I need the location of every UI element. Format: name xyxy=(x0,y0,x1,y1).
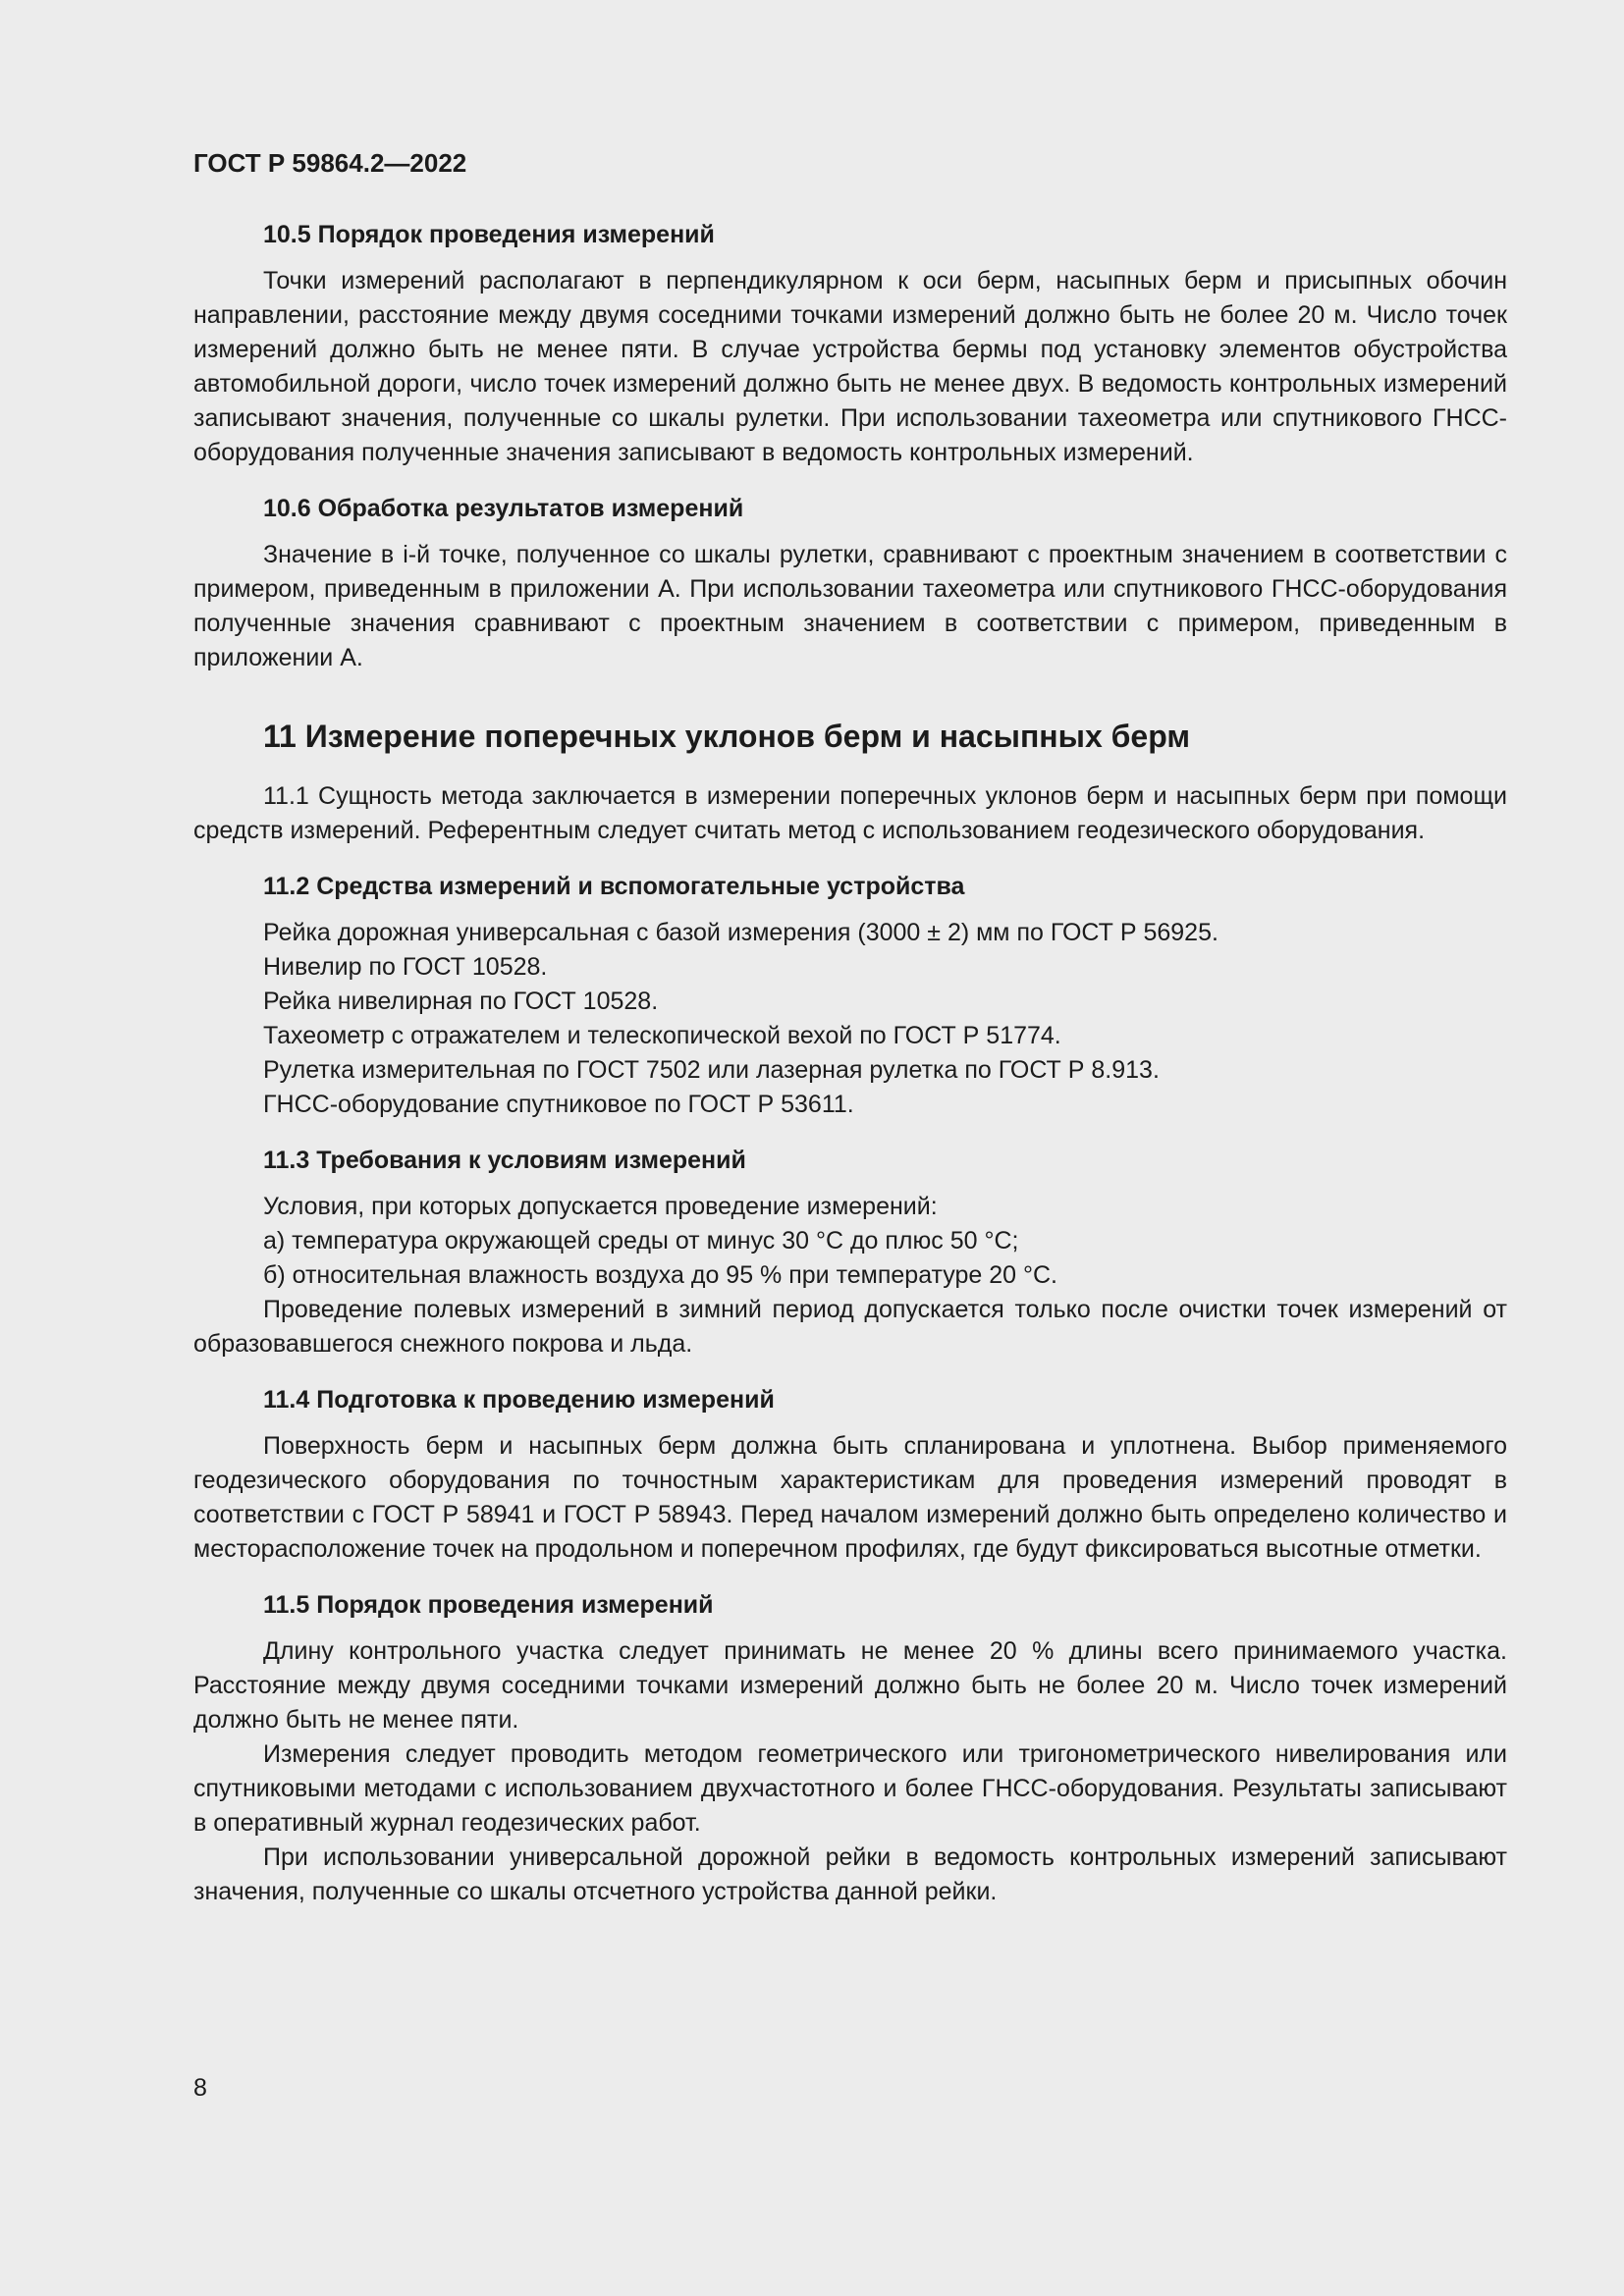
section-11-title: 11 Измерение поперечных уклонов берм и насыпных берм xyxy=(263,719,1190,754)
section-11-5-body xyxy=(193,1634,1507,1909)
paragraph: Проведение полевых измерений в зимний период допускается только после очистки точек измерений от образовавшегося снежного покрова и льда. xyxy=(193,1296,1507,1358)
document-code-header: ГОСТ Р 59864.2—2022 xyxy=(193,148,467,178)
section-11-2-list xyxy=(193,916,1507,1122)
heading-11-3: 11.3 Требования к условиям измерений xyxy=(263,1147,746,1174)
heading-11-5: 11.5 Порядок проведения измерений xyxy=(263,1591,714,1619)
paragraph: Поверхность берм и насыпных берм должна быть спланирована и уплотнена. Выбор применяемого геодезического оборудования по точностным характеристикам для проведения измерений проводят в соответствии с ГОСТ Р 58941 и ГОСТ Р 58943. Перед началом измерений должно быть определено количество и месторасположение точек на продольном и поперечном профилях, где будут фиксироваться высотные отметки. xyxy=(193,1432,1507,1563)
page-number: 8 xyxy=(193,2074,207,2102)
heading-11-4: 11.4 Подготовка к проведению измерений xyxy=(263,1386,775,1414)
list-item: Тахеометр с отражателем и телескопической вехой по ГОСТ Р 51774. xyxy=(263,1022,1061,1049)
section-10-6-body xyxy=(193,538,1507,675)
list-item: Условия, при которых допускается проведение измерений: xyxy=(263,1193,938,1220)
paragraph: Измерения следует проводить методом геометрического или тригонометрического нивелирования или спутниковыми методами с использованием двухчастотного и более ГНСС-оборудования. Результаты записывают в оперативный журнал геодезических работ. xyxy=(193,1740,1507,1837)
section-11-3-body xyxy=(193,1190,1507,1362)
paragraph: Длину контрольного участка следует принимать не менее 20 % длины всего принимаемого участка. Расстояние между двумя соседними точками измерений должно быть не более 20 м. Число точек измерений должно быть не менее пяти. xyxy=(193,1637,1507,1734)
list-item: Нивелир по ГОСТ 10528. xyxy=(263,953,548,981)
section-11-1-body xyxy=(193,779,1507,848)
list-item: Рулетка измерительная по ГОСТ 7502 или лазерная рулетка по ГОСТ Р 8.913. xyxy=(263,1056,1160,1084)
paragraph: При использовании универсальной дорожной рейки в ведомость контрольных измерений записывают значения, полученные со шкалы отсчетного устройства данной рейки. xyxy=(193,1843,1507,1905)
heading-10-6: 10.6 Обработка результатов измерений xyxy=(263,495,744,522)
paragraph: Значение в i-й точке, полученное со шкалы рулетки, сравнивают с проектным значением в соответствии с примером, приведенным в приложении А. При использовании тахеометра или спутникового ГНСС-оборудования полученные значения сравнивают с проектным значением в соответствии с примером, приведенным в приложении А. xyxy=(193,541,1507,671)
list-item: Рейка дорожная универсальная с базой измерения (3000 ± 2) мм по ГОСТ Р 56925. xyxy=(263,919,1218,946)
paragraph: Точки измерений располагают в перпендикулярном к оси берм, насыпных берм и присыпных обочин направлении, расстояние между двумя соседними точками измерений должно быть не более 20 м. Число точек измерений должно быть не менее пяти. В случае устройства бермы под установку элементов обустройства автомобильной дороги, число точек измерений должно быть не менее двух. В ведомость контрольных измерений записывают значения, полученные со шкалы рулетки. При использовании тахеометра или спутникового ГНСС-оборудования полученные значения записывают в ведомость контрольных измерений. xyxy=(193,267,1507,466)
list-item: б) относительная влажность воздуха до 95 % при температуре 20 °С. xyxy=(263,1261,1057,1289)
heading-11-2: 11.2 Средства измерений и вспомогательные устройства xyxy=(263,873,965,900)
section-11-4-body xyxy=(193,1429,1507,1567)
list-item: Рейка нивелирная по ГОСТ 10528. xyxy=(263,988,659,1015)
paragraph: 11.1 Сущность метода заключается в измерении поперечных уклонов берм и насыпных берм при помощи средств измерений. Референтным следует считать метод с использованием геодезического оборудования. xyxy=(193,782,1507,844)
heading-10-5: 10.5 Порядок проведения измерений xyxy=(263,221,715,248)
section-10-5-body xyxy=(193,264,1507,470)
document-page xyxy=(193,145,1507,1909)
list-item: ГНСС-оборудование спутниковое по ГОСТ Р 53611. xyxy=(263,1091,854,1118)
list-item: а) температура окружающей среды от минус 30 °С до плюс 50 °С; xyxy=(263,1227,1019,1255)
